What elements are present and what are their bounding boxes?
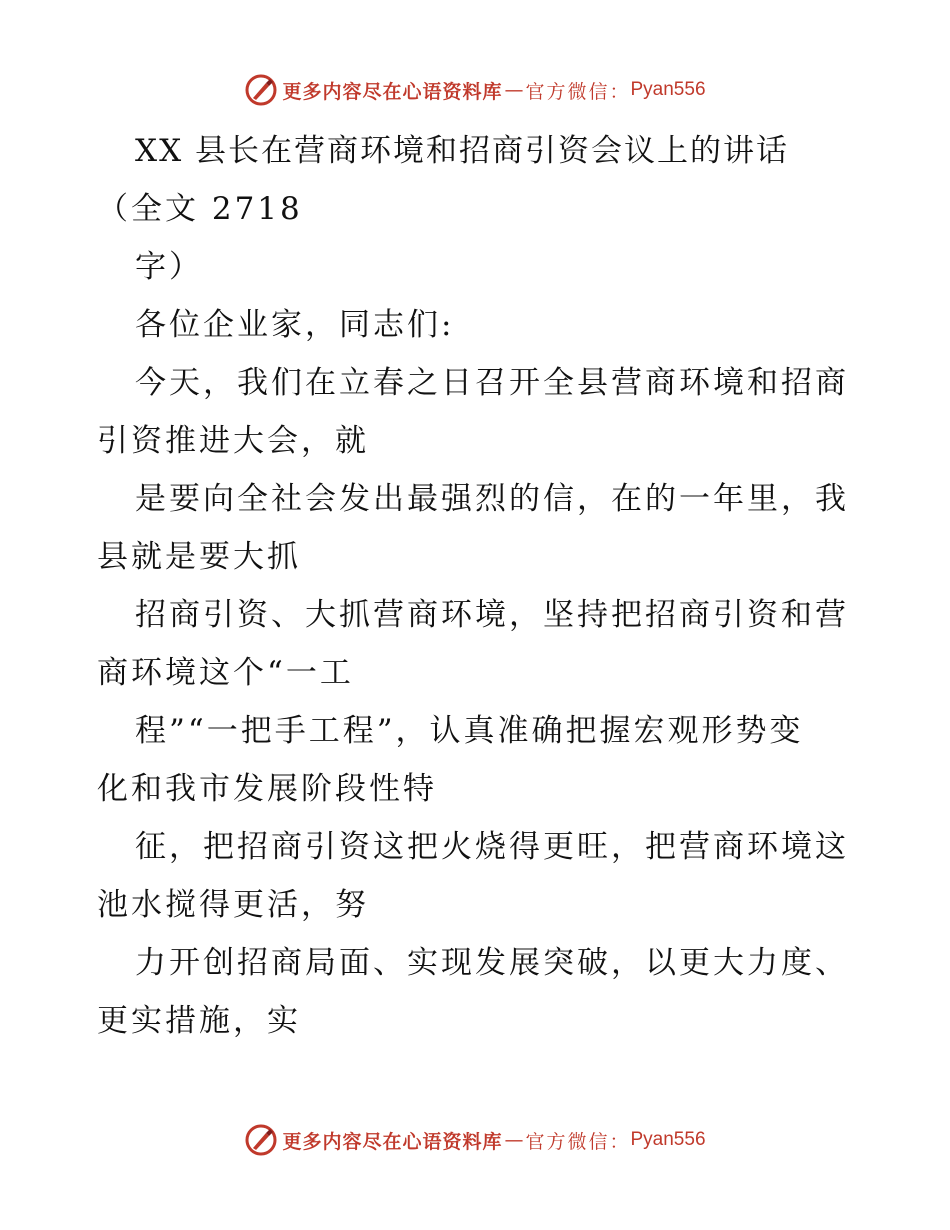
banner-slogan: 更多内容尽在心语资料库 bbox=[282, 1130, 503, 1153]
footer-banner bbox=[0, 1120, 950, 1160]
paragraph-line: 是要向全社会发出最强烈的信，在的一年里，我 bbox=[135, 481, 849, 517]
banner-wechat-id: Pyan556 bbox=[630, 1129, 706, 1150]
paragraph-line: 招商引资、大抓营商环境，坚持把招商引资和营 bbox=[135, 597, 849, 633]
paragraph-line: 县就是要大抓 bbox=[97, 539, 301, 575]
paragraph-line: 商环境这个“一工 bbox=[97, 655, 354, 691]
paragraph-line: 力开创招商局面、实现发展突破，以更大力度、 bbox=[135, 945, 849, 981]
banner-dash: — bbox=[504, 1129, 524, 1151]
paragraph-line: 池水搅得更活，努 bbox=[97, 887, 369, 923]
banner-dash: — bbox=[504, 79, 524, 101]
title-word-count-end: 字） bbox=[135, 249, 203, 285]
banner-wechat-label: 官方微信： bbox=[525, 80, 631, 103]
pen-logo-icon bbox=[244, 73, 278, 107]
document-body bbox=[97, 122, 857, 1050]
title-word-count: （全文 2718 bbox=[97, 191, 303, 227]
paragraph-line: 今天，我们在立春之日召开全县营商环境和招商 bbox=[135, 365, 849, 401]
paragraph-line: 引资推进大会，就 bbox=[97, 423, 369, 459]
banner-wechat-id: Pyan556 bbox=[630, 79, 706, 100]
paragraph-line: 更实措施，实 bbox=[97, 1003, 301, 1039]
paragraph-line: 征，把招商引资这把火烧得更旺，把营商环境这 bbox=[135, 829, 849, 865]
paragraph-line: 化和我市发展阶段性特 bbox=[97, 771, 437, 807]
salutation: 各位企业家，同志们: bbox=[135, 307, 455, 343]
header-banner bbox=[0, 70, 950, 110]
banner-wechat-label: 官方微信： bbox=[525, 1130, 631, 1153]
banner-slogan: 更多内容尽在心语资料库 bbox=[282, 80, 503, 103]
paragraph-line: 程”“一把手工程”，认真准确把握宏观形势变 bbox=[135, 713, 804, 749]
pen-logo-icon bbox=[244, 1123, 278, 1157]
document-title: XX 县长在营商环境和招商引资会议上的讲话 bbox=[135, 133, 789, 169]
